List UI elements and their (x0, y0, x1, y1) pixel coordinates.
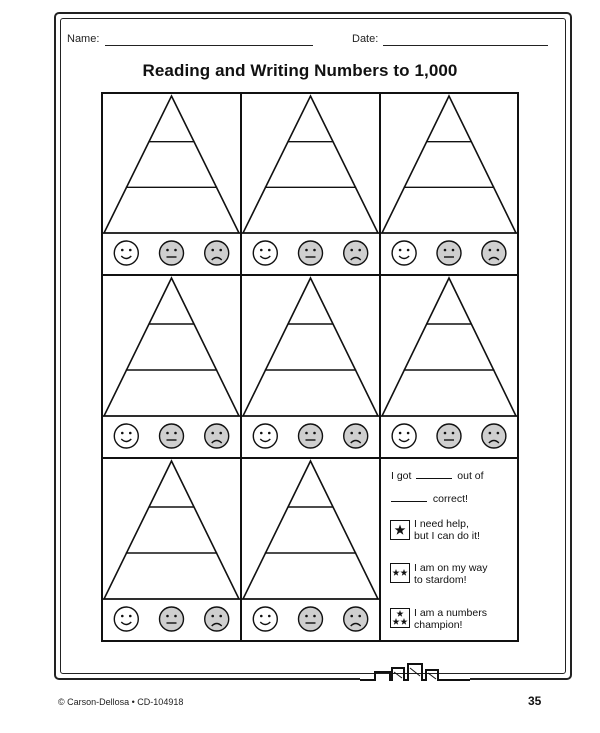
name-label: Name: (67, 33, 100, 45)
pyramid-cell (242, 459, 379, 640)
score-line-2 (391, 493, 468, 505)
pyramid-triangle (104, 461, 239, 599)
neutral-face-icon[interactable] (160, 607, 184, 631)
pyramid-triangle (104, 96, 239, 233)
pyramid-triangle (104, 278, 239, 416)
pyramid-triangle (382, 96, 516, 233)
name-field[interactable] (105, 45, 313, 46)
neutral-face-icon[interactable] (437, 424, 461, 448)
neutral-face-icon[interactable] (299, 424, 323, 448)
level-2-line2: to stardom! (414, 574, 467, 586)
neutral-face-icon[interactable] (160, 241, 184, 265)
happy-face-icon[interactable] (114, 607, 138, 631)
level-2-text (414, 562, 488, 586)
pyramid-cell (242, 94, 379, 274)
score-correct: correct! (432, 493, 468, 505)
star-icon (391, 521, 409, 539)
two-stars-icon (391, 564, 409, 582)
level-1-line1: I need help, (414, 518, 469, 530)
sad-face-icon[interactable] (482, 424, 506, 448)
star-box-1[interactable] (390, 520, 410, 540)
star-box-3[interactable] (390, 608, 410, 628)
score-got-blank[interactable] (416, 478, 452, 479)
sad-face-icon[interactable] (205, 607, 229, 631)
score-prefix: I got (391, 470, 412, 482)
happy-face-icon[interactable] (253, 241, 277, 265)
pyramid-triangle (243, 461, 378, 599)
pyramid-triangle (243, 96, 378, 233)
pyramid-cell (103, 459, 240, 640)
level-3-line1: I am a numbers (414, 607, 487, 619)
three-stars-icon (391, 609, 409, 627)
pyramid-cell (381, 94, 517, 274)
pyramid-triangle (243, 278, 378, 416)
page-title: Reading and Writing Numbers to 1,000 (142, 61, 458, 80)
happy-face-icon[interactable] (392, 241, 416, 265)
happy-face-icon[interactable] (253, 424, 277, 448)
score-suffix: out of (457, 470, 484, 482)
sad-face-icon[interactable] (344, 607, 368, 631)
score-total-blank[interactable] (391, 501, 427, 502)
neutral-face-icon[interactable] (299, 241, 323, 265)
page-number: 35 (528, 694, 542, 708)
pyramid-cell (103, 276, 240, 457)
happy-face-icon[interactable] (392, 424, 416, 448)
sad-face-icon[interactable] (344, 241, 368, 265)
sad-face-icon[interactable] (344, 424, 368, 448)
date-field[interactable] (383, 45, 548, 46)
sad-face-icon[interactable] (205, 241, 229, 265)
level-3-text (414, 607, 487, 631)
footer-copyright: © Carson-Dellosa • CD-104918 (58, 697, 184, 707)
pyramid-cell (103, 94, 240, 274)
level-1-line2: but I can do it! (414, 530, 480, 542)
sad-face-icon[interactable] (205, 424, 229, 448)
pyramid-triangle (382, 278, 516, 416)
date-label: Date: (352, 33, 379, 45)
pyramid-grid (101, 92, 519, 642)
neutral-face-icon[interactable] (437, 241, 461, 265)
neutral-face-icon[interactable] (299, 607, 323, 631)
pyramid-cell (242, 276, 379, 457)
happy-face-icon[interactable] (114, 424, 138, 448)
level-3-line2: champion! (414, 619, 463, 631)
level-1-text (414, 518, 480, 542)
level-2-line1: I am on my way (414, 562, 488, 574)
sad-face-icon[interactable] (482, 241, 506, 265)
pyramid-cell (381, 276, 517, 457)
skyline-decoration-icon (360, 660, 470, 688)
happy-face-icon[interactable] (114, 241, 138, 265)
happy-face-icon[interactable] (253, 607, 277, 631)
star-box-2[interactable] (390, 563, 410, 583)
neutral-face-icon[interactable] (160, 424, 184, 448)
score-line-1 (391, 470, 484, 482)
